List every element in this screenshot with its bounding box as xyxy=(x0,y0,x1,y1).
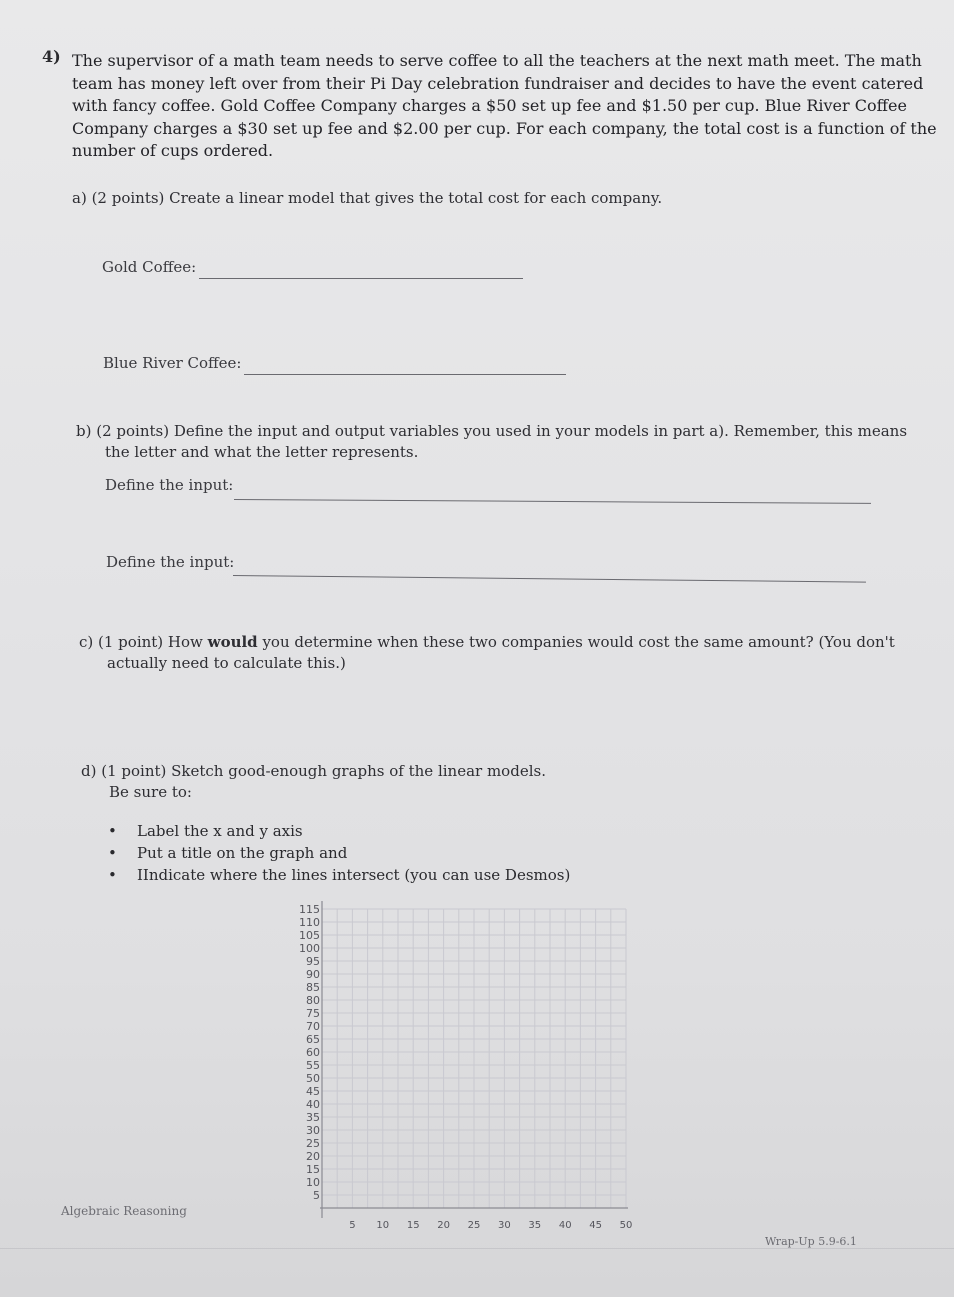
y-tick-label: 90 xyxy=(306,968,320,981)
gold-coffee-answer-line[interactable] xyxy=(199,278,523,279)
y-tick-label: 20 xyxy=(306,1150,320,1163)
y-tick-label: 30 xyxy=(306,1124,320,1137)
y-tick-label: 115 xyxy=(299,903,320,916)
checklist-item: • IIndicate where the lines intersect (you can use Desmos) xyxy=(108,864,570,886)
part-b-prompt-line2: the letter and what the letter represents. xyxy=(105,443,419,461)
y-tick-labels xyxy=(299,903,320,1202)
y-tick-label: 5 xyxy=(313,1189,320,1202)
y-tick-label: 95 xyxy=(306,955,320,968)
y-tick-label: 65 xyxy=(306,1033,320,1046)
part-b-prompt-line1: b) (2 points) Define the input and output variables you used in your models in part a). Remember, this means xyxy=(76,422,908,440)
checklist-item: • Label the x and y axis xyxy=(108,820,570,842)
blank-graph-grid[interactable] xyxy=(280,895,650,1240)
y-tick-label: 55 xyxy=(306,1059,320,1072)
y-tick-label: 35 xyxy=(306,1111,320,1124)
define-input-answer-line-2[interactable] xyxy=(233,575,866,583)
y-tick-label: 15 xyxy=(306,1163,320,1176)
y-tick-label: 105 xyxy=(299,929,320,942)
y-tick-label: 45 xyxy=(306,1085,320,1098)
part-d-prompt-line2: Be sure to: xyxy=(109,783,192,801)
x-tick-label: 25 xyxy=(467,1220,481,1231)
part-a-prompt: a) (2 points) Create a linear model that gives the total cost for each company. xyxy=(72,189,663,207)
y-tick-label: 70 xyxy=(306,1020,320,1033)
x-tick-label: 50 xyxy=(619,1220,633,1231)
part-c-prefix: c) (1 point) How xyxy=(79,633,208,651)
define-input-label-2: Define the input: xyxy=(106,553,235,571)
footer-course-name: Algebraic Reasoning xyxy=(61,1204,187,1218)
x-tick-label: 10 xyxy=(376,1220,390,1231)
part-c-emphasis: would xyxy=(207,633,258,651)
question-number: 4) xyxy=(42,47,61,66)
part-d-checklist xyxy=(108,820,570,886)
x-tick-label: 20 xyxy=(437,1220,450,1231)
x-tick-label: 30 xyxy=(498,1220,511,1231)
y-tick-label: 50 xyxy=(306,1072,320,1085)
gold-coffee-label: Gold Coffee: xyxy=(102,258,197,276)
blue-river-coffee-label: Blue River Coffee: xyxy=(103,354,242,372)
blue-river-coffee-answer-line[interactable] xyxy=(244,374,566,375)
checklist-item: • Put a title on the graph and xyxy=(108,842,570,864)
part-c-prompt-line1 xyxy=(79,633,939,651)
x-tick-label: 15 xyxy=(406,1220,420,1231)
page-bottom-rule xyxy=(0,1248,954,1249)
part-c-prompt-line2: actually need to calculate this.) xyxy=(107,654,346,672)
y-tick-label: 60 xyxy=(306,1046,320,1059)
x-tick-label: 5 xyxy=(349,1220,356,1231)
footer-unit-label: Wrap-Up 5.9-6.1 xyxy=(765,1235,857,1248)
question-text: The supervisor of a math team needs to serve coffee to all the teachers at the next math meet. The math team has money left over from their Pi Day celebration fundraiser and decides to have the event catered with fancy coffee. Gold Coffee Company charges a $50 set up fee and $1.50 per cup. Blue River Coffee Company charges a $30 set up fee and $2.00 per cup. For each company, the total cost is a function of the number of cups ordered. xyxy=(72,51,937,160)
x-tick-labels xyxy=(349,1220,632,1231)
part-d-prompt-line1: d) (1 point) Sketch good-enough graphs of the linear models. xyxy=(81,762,546,780)
x-tick-label: 40 xyxy=(558,1220,572,1231)
y-tick-label: 110 xyxy=(299,916,320,929)
y-tick-label: 85 xyxy=(306,981,320,994)
y-tick-label: 75 xyxy=(306,1007,320,1020)
grid-lines xyxy=(320,901,628,1218)
y-tick-label: 10 xyxy=(306,1176,320,1189)
y-tick-label: 100 xyxy=(299,942,320,955)
x-tick-label: 35 xyxy=(528,1220,542,1231)
define-input-label-1: Define the input: xyxy=(105,476,234,494)
y-tick-label: 25 xyxy=(306,1137,320,1150)
x-tick-label: 45 xyxy=(589,1220,602,1231)
y-tick-label: 80 xyxy=(306,994,320,1007)
part-c-rest: you determine when these two companies would cost the same amount? (You don't xyxy=(257,633,895,651)
define-input-answer-line-1[interactable] xyxy=(234,499,871,504)
y-tick-label: 40 xyxy=(306,1098,320,1111)
